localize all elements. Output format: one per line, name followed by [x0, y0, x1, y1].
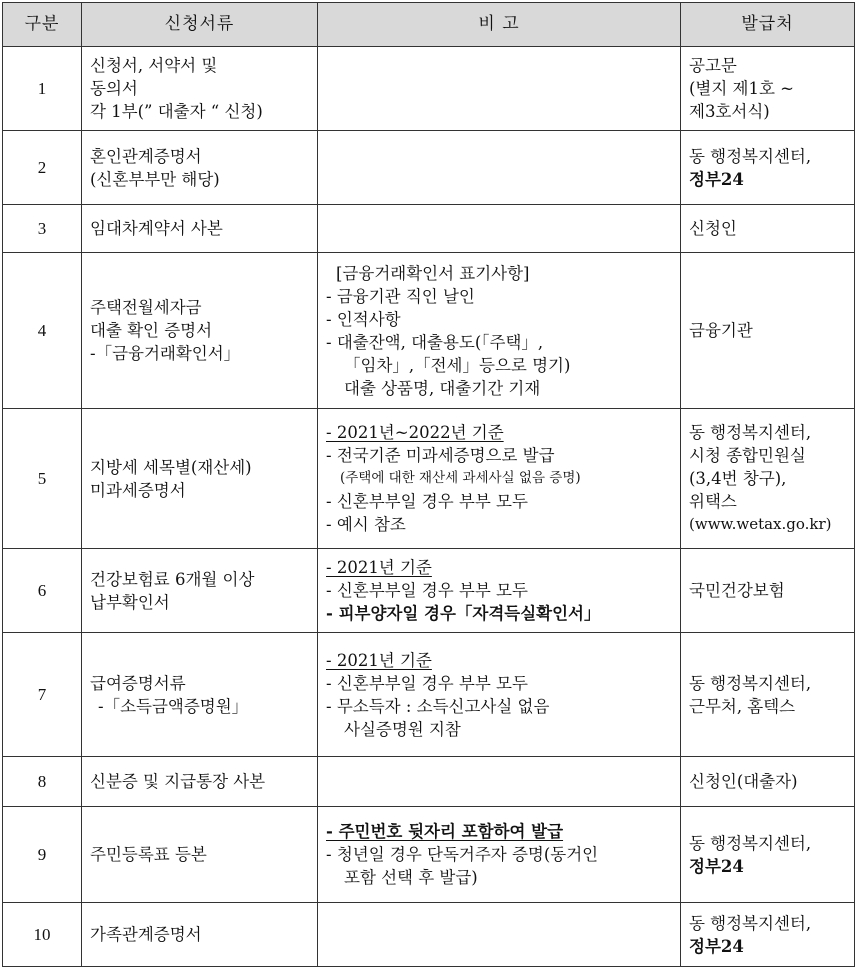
header-document: 신청서류 — [82, 3, 318, 47]
table-header-row — [3, 3, 855, 47]
table-row — [3, 633, 855, 757]
document-issuer: 동 행정복지센터, 정부24 — [681, 903, 855, 967]
table-row — [3, 205, 855, 253]
row-number: 4 — [3, 253, 82, 409]
document-note — [318, 903, 681, 967]
document-issuer: 금융기관 — [681, 253, 855, 409]
document-issuer: 동 행정복지센터, 정부24 — [681, 131, 855, 205]
document-issuer: 신청인(대출자) — [681, 757, 855, 807]
table-row — [3, 253, 855, 409]
row-number: 1 — [3, 47, 82, 131]
document-name: 신청서, 서약서 및 동의서 각 1부(” 대출자 “ 신청) — [82, 47, 318, 131]
document-name: 급여증명서류 -「소득금액증명원」 — [82, 633, 318, 757]
document-name: 건강보험료 6개월 이상 납부확인서 — [82, 549, 318, 633]
document-issuer: 동 행정복지센터, 시청 종합민원실 (3,4번 창구), 위택스 (www.wetax.go.kr) — [681, 409, 855, 549]
row-number: 10 — [3, 903, 82, 967]
document-name: 주택전월세자금 대출 확인 증명서 -「금융거래확인서」 — [82, 253, 318, 409]
header-no: 구분 — [3, 3, 82, 47]
table-row — [3, 131, 855, 205]
document-note — [318, 205, 681, 253]
row-number: 6 — [3, 549, 82, 633]
document-issuer: 동 행정복지센터, 정부24 — [681, 807, 855, 903]
table-row — [3, 409, 855, 549]
header-note: 비 고 — [318, 3, 681, 47]
document-note: [금융거래확인서 표기사항] - 금융기관 직인 날인 - 인적사항 - 대출잔액, 대출용도(「주택」, 「임차」,「전세」등으로 명기) 대출 상품명, 대출기간 기재 — [318, 253, 681, 409]
document-note: - 2021년~2022년 기준 - 전국기준 미과세증명으로 발급 (주택에 대한 재산세 과세사실 없음 증명) - 신혼부부일 경우 부부 모두 - 예시 참조 — [318, 409, 681, 549]
required-documents-table — [2, 2, 855, 967]
document-issuer: 동 행정복지센터, 근무처, 홈텍스 — [681, 633, 855, 757]
document-note: - 주민번호 뒷자리 포함하여 발급 - 청년일 경우 단독거주자 증명(동거인 포함 선택 후 발급) — [318, 807, 681, 903]
row-number: 7 — [3, 633, 82, 757]
document-note — [318, 757, 681, 807]
document-name: 지방세 세목별(재산세) 미과세증명서 — [82, 409, 318, 549]
table-row — [3, 47, 855, 131]
document-issuer: 국민건강보험 — [681, 549, 855, 633]
document-note: - 2021년 기준 - 신혼부부일 경우 부부 모두 - 무소득자 : 소득신고사실 없음 사실증명원 지참 — [318, 633, 681, 757]
document-note — [318, 47, 681, 131]
document-note: - 2021년 기준 - 신혼부부일 경우 부부 모두 - 피부양자일 경우「자격득실확인서」 — [318, 549, 681, 633]
document-issuer: 신청인 — [681, 205, 855, 253]
row-number: 5 — [3, 409, 82, 549]
row-number: 2 — [3, 131, 82, 205]
document-name: 임대차계약서 사본 — [82, 205, 318, 253]
table-row — [3, 903, 855, 967]
header-issuer: 발급처 — [681, 3, 855, 47]
row-number: 9 — [3, 807, 82, 903]
row-number: 3 — [3, 205, 82, 253]
table-row — [3, 807, 855, 903]
document-name: 혼인관계증명서 (신혼부부만 해당) — [82, 131, 318, 205]
table-row — [3, 757, 855, 807]
table-row — [3, 549, 855, 633]
document-note — [318, 131, 681, 205]
document-name: 신분증 및 지급통장 사본 — [82, 757, 318, 807]
document-name: 가족관계증명서 — [82, 903, 318, 967]
row-number: 8 — [3, 757, 82, 807]
document-name: 주민등록표 등본 — [82, 807, 318, 903]
document-issuer: 공고문 (별지 제1호 ~ 제3호서식) — [681, 47, 855, 131]
